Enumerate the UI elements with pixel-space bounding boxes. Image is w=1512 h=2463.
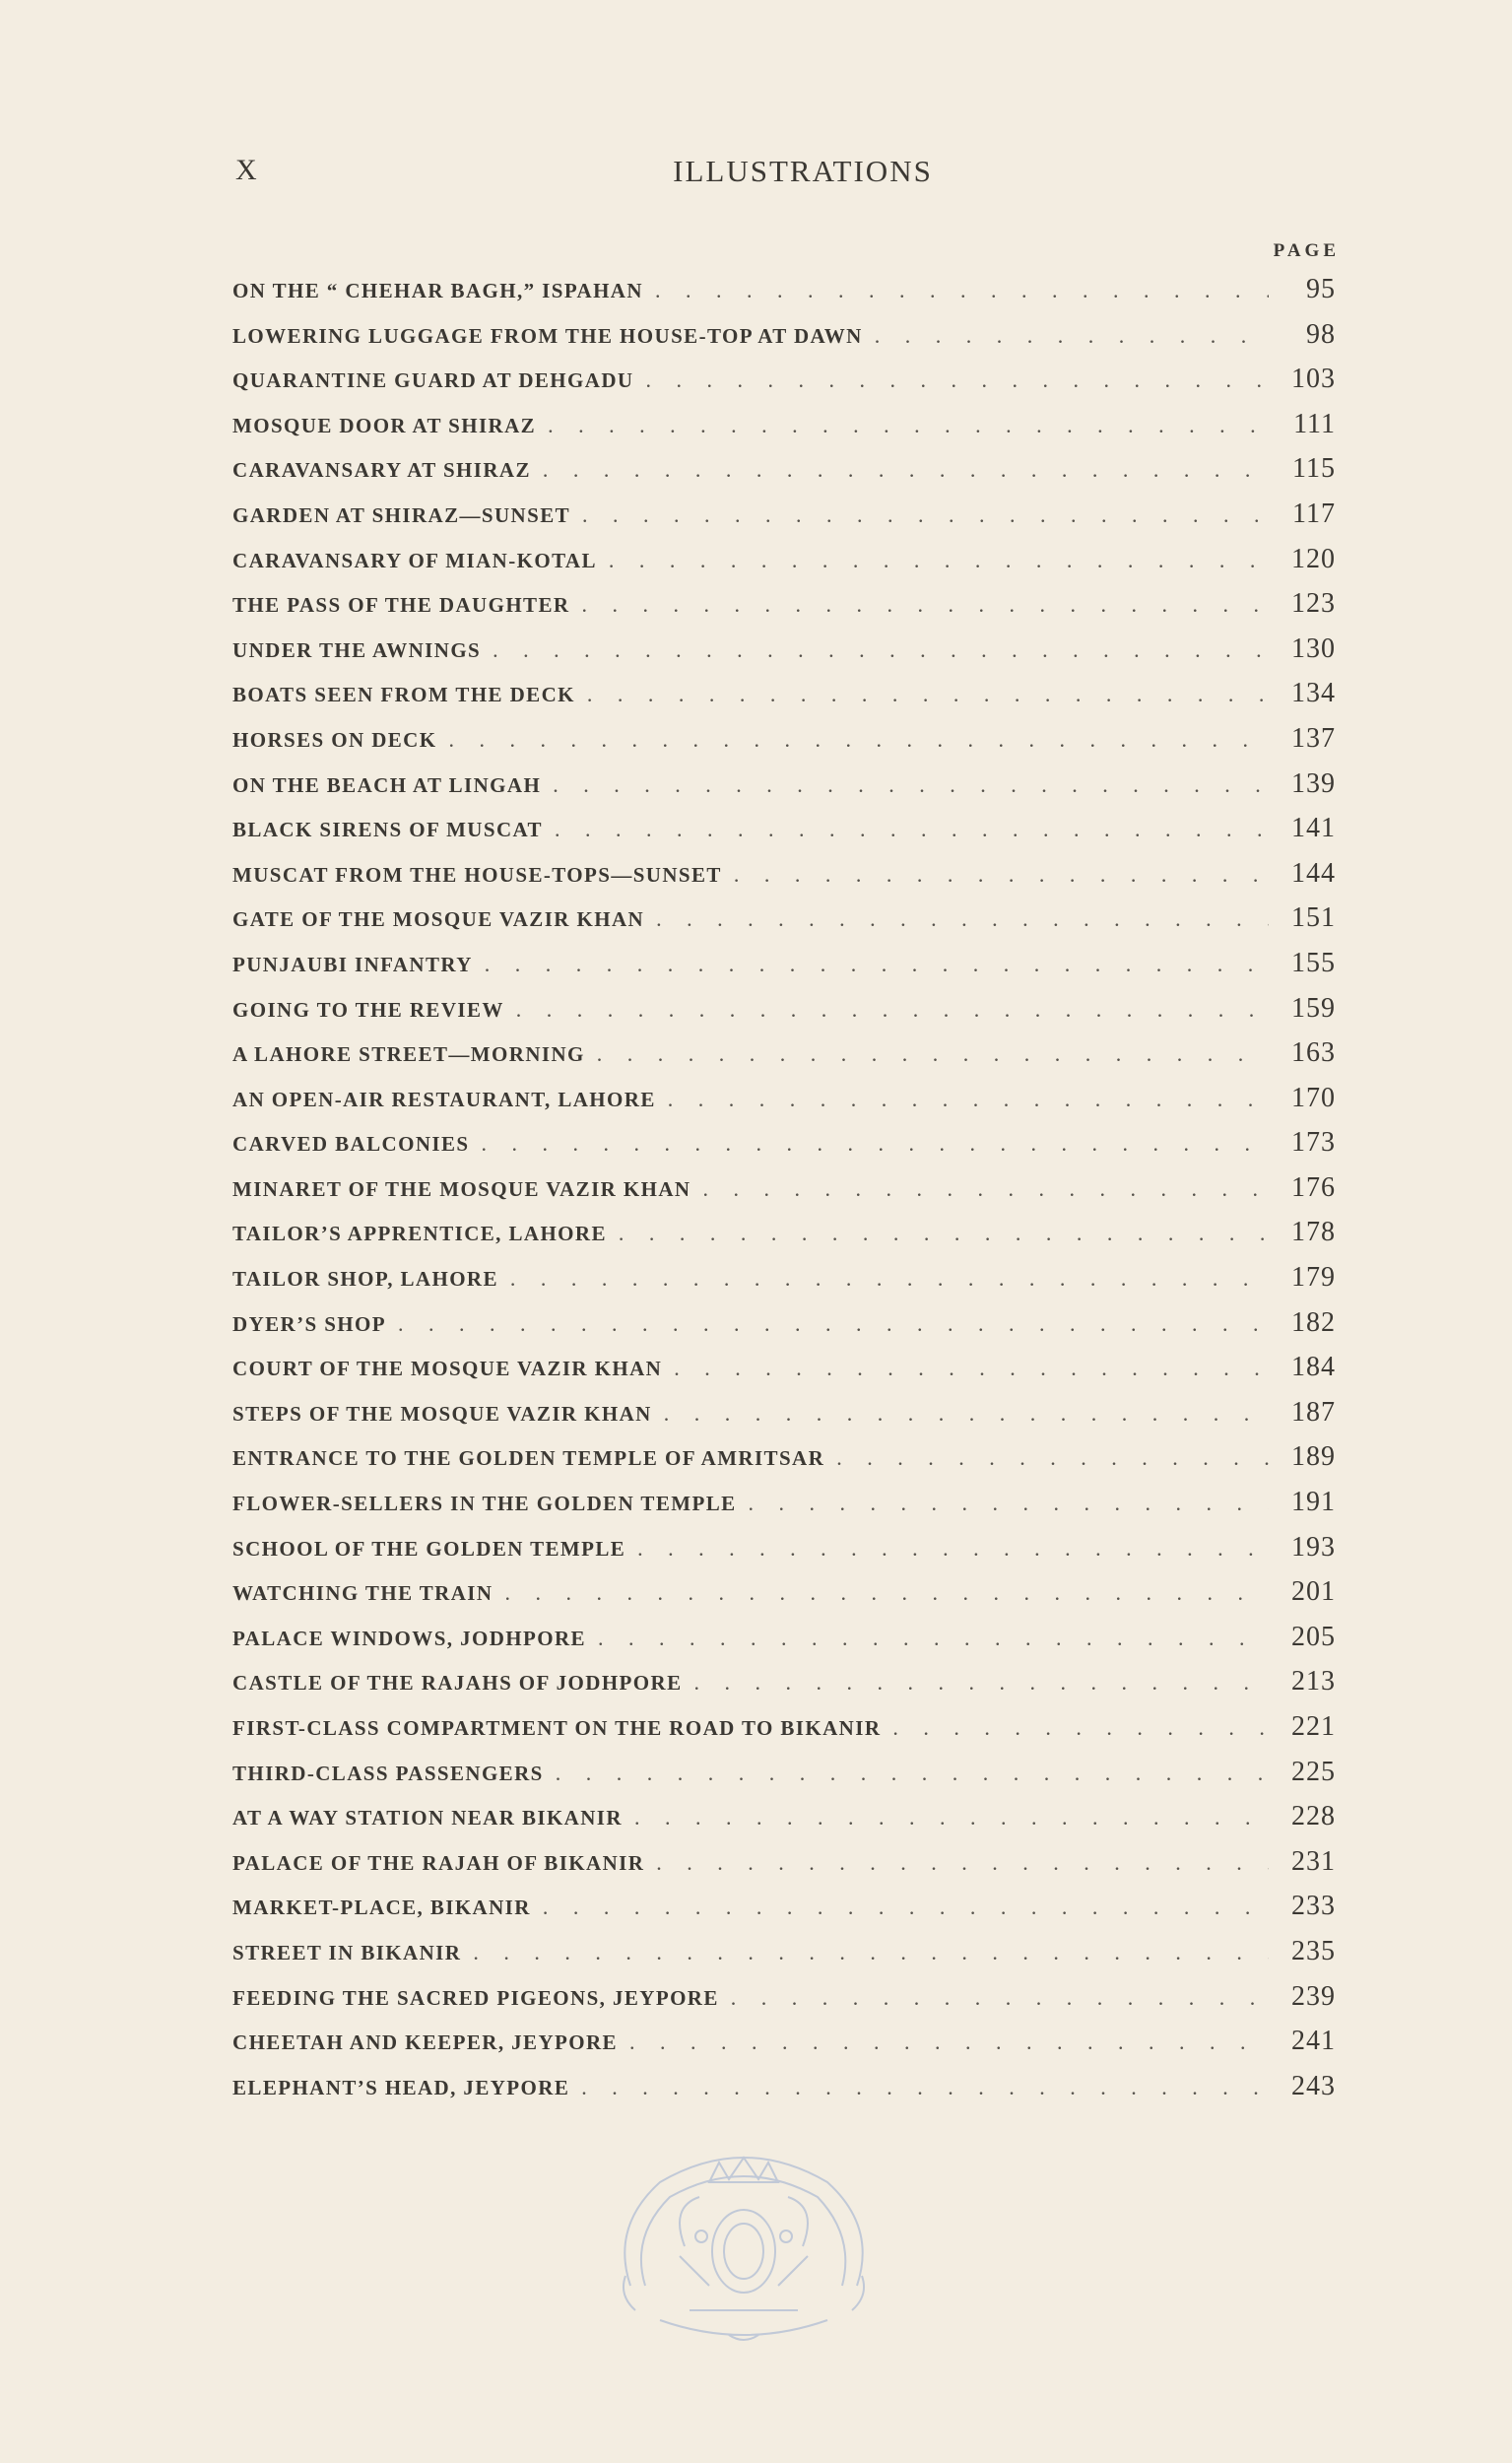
list-item (232, 948, 1336, 993)
list-item (232, 633, 1336, 679)
illustration-page-number: 98 (1306, 318, 1336, 350)
list-item (232, 1711, 1336, 1757)
list-item (232, 1307, 1336, 1353)
list-item (232, 319, 1336, 365)
list-item (232, 453, 1336, 499)
list-item (232, 1981, 1336, 2027)
list-item (232, 1441, 1336, 1487)
dot-leader (668, 1087, 1269, 1112)
illustration-page-number: 228 (1291, 1801, 1336, 1832)
illustration-title: COURT OF THE MOSQUE VAZIR KHAN (232, 1357, 663, 1381)
dot-leader (731, 1985, 1269, 2011)
dot-leader (674, 1356, 1269, 1381)
list-item (232, 1532, 1336, 1577)
list-item (232, 1037, 1336, 1083)
list-item (232, 499, 1336, 544)
dot-leader (637, 1536, 1269, 1562)
illustration-title: CARAVANSARY AT SHIRAZ (232, 458, 531, 483)
dot-leader (582, 502, 1269, 528)
illustration-title: MINARET OF THE MOSQUE VAZIR KHAN (232, 1176, 691, 1201)
illustration-page-number: 233 (1291, 1891, 1336, 1922)
illustration-page-number: 184 (1291, 1352, 1336, 1383)
dot-leader (481, 1131, 1269, 1157)
list-item (232, 1352, 1336, 1397)
illustration-title: DYER’S SHOP (232, 1311, 387, 1336)
dot-leader (581, 2075, 1269, 2100)
dot-leader (493, 637, 1269, 663)
dot-leader (516, 997, 1269, 1023)
illustration-title: AN OPEN-AIR RESTAURANT, LAHORE (232, 1087, 656, 1111)
illustration-title: LOWERING LUGGAGE FROM THE HOUSE-TOP AT DAWN (232, 323, 863, 348)
list-item (232, 1262, 1336, 1307)
illustration-title: TAILOR SHOP, LAHORE (232, 1267, 498, 1292)
illustration-page-number: 103 (1291, 364, 1336, 395)
illustration-page-number: 179 (1291, 1262, 1336, 1294)
list-item (232, 1217, 1336, 1262)
dot-leader (485, 952, 1269, 977)
illustration-title: ON THE BEACH AT LINGAH (232, 772, 542, 797)
illustration-title: PALACE WINDOWS, JODHPORE (232, 1626, 586, 1650)
dot-leader (892, 1715, 1269, 1741)
illustration-page-number: 231 (1291, 1845, 1336, 1877)
illustration-title: WATCHING THE TRAIN (232, 1581, 493, 1606)
dot-leader (473, 1940, 1269, 1965)
illustration-title: THE PASS OF THE DAUGHTER (232, 593, 570, 618)
list-item (232, 1891, 1336, 1936)
list-item (232, 2026, 1336, 2071)
dot-leader (836, 1445, 1269, 1471)
illustration-title: GARDEN AT SHIRAZ—SUNSET (232, 502, 571, 527)
dot-leader (598, 1626, 1269, 1651)
illustration-title: UNDER THE AWNINGS (232, 637, 482, 662)
dot-leader (448, 727, 1269, 753)
running-head (231, 154, 1335, 193)
dot-leader (702, 1176, 1269, 1202)
illustrations-list (232, 274, 1336, 2115)
illustration-title: CHEETAH AND KEEPER, JEYPORE (232, 2030, 618, 2055)
dot-leader (581, 592, 1269, 618)
illustration-title: A LAHORE STREET—MORNING (232, 1042, 585, 1067)
dot-leader (749, 1491, 1269, 1516)
illustration-page-number: 95 (1306, 274, 1336, 304)
dot-leader (597, 1041, 1269, 1067)
list-item (232, 544, 1336, 589)
illustration-title: PUNJAUBI INFANTRY (232, 952, 473, 976)
list-item (232, 1801, 1336, 1846)
list-item (232, 588, 1336, 633)
dot-leader (656, 1850, 1269, 1876)
illustration-title: BOATS SEEN FROM THE DECK (232, 683, 575, 707)
illustration-page-number: 187 (1291, 1396, 1336, 1428)
dot-leader (553, 772, 1269, 798)
illustration-title: MUSCAT FROM THE HOUSE-TOPS—SUNSET (232, 862, 722, 887)
illustration-page-number: 144 (1291, 857, 1336, 889)
illustration-page-number: 117 (1292, 498, 1336, 529)
illustration-page-number: 123 (1291, 588, 1336, 620)
dot-leader (664, 1401, 1269, 1427)
dot-leader (555, 817, 1269, 842)
list-item (232, 723, 1336, 768)
illustration-page-number: 134 (1291, 678, 1336, 709)
list-item (232, 1397, 1336, 1442)
illustration-page-number: 139 (1291, 767, 1336, 799)
illustration-page-number: 137 (1291, 722, 1336, 754)
dot-leader (629, 2030, 1269, 2055)
dot-leader (587, 682, 1269, 707)
illustration-page-number: 170 (1291, 1082, 1336, 1113)
illustration-page-number: 111 (1293, 408, 1336, 439)
illustration-title: ELEPHANT’S HEAD, JEYPORE (232, 2075, 570, 2099)
list-item (232, 678, 1336, 723)
dot-leader (510, 1266, 1269, 1292)
dot-leader (656, 906, 1269, 932)
illustration-page-number: 189 (1291, 1441, 1336, 1473)
page-title: ILLUSTRATIONS (673, 154, 933, 188)
dot-leader (694, 1670, 1270, 1696)
dot-leader (609, 548, 1269, 573)
dot-leader (655, 278, 1269, 303)
illustration-title: CARAVANSARY OF MIAN-KOTAL (232, 548, 597, 572)
illustration-title: ON THE “ CHEHAR BAGH,” ISPAHAN (232, 279, 643, 302)
illustration-page-number: 193 (1291, 1531, 1336, 1563)
dot-leader (548, 413, 1269, 438)
illustration-page-number: 176 (1291, 1171, 1336, 1203)
illustration-page-number: 182 (1291, 1306, 1336, 1338)
list-item (232, 902, 1336, 948)
illustration-title: CARVED BALCONIES (232, 1132, 470, 1157)
dot-leader (398, 1311, 1269, 1337)
illustration-page-number: 205 (1291, 1621, 1336, 1652)
list-item (232, 1083, 1336, 1128)
dot-leader (543, 1895, 1269, 1920)
illustration-page-number: 221 (1291, 1711, 1336, 1742)
dot-leader (734, 862, 1269, 888)
list-item (232, 2071, 1336, 2116)
illustration-page-number: 191 (1291, 1487, 1336, 1518)
page-number: X (235, 154, 258, 186)
list-item (232, 858, 1336, 903)
illustration-title: CASTLE OF THE RAJAHS OF JODHPORE (232, 1671, 683, 1696)
illustration-page-number: 178 (1291, 1217, 1336, 1248)
dot-leader (875, 323, 1269, 349)
illustration-page-number: 155 (1291, 947, 1336, 978)
dot-leader (543, 457, 1269, 483)
illustration-page-number: 239 (1291, 1980, 1336, 2012)
list-item (232, 1576, 1336, 1622)
dot-leader (556, 1761, 1269, 1786)
list-item (232, 1846, 1336, 1892)
list-item (232, 1936, 1336, 1981)
illustration-title: BLACK SIRENS OF MUSCAT (232, 818, 543, 842)
illustration-page-number: 120 (1291, 543, 1336, 574)
illustration-title: AT A WAY STATION NEAR BIKANIR (232, 1806, 623, 1831)
list-item (232, 1487, 1336, 1532)
list-item (232, 768, 1336, 814)
illustration-title: MOSQUE DOOR AT SHIRAZ (232, 413, 537, 437)
illustration-title: STEPS OF THE MOSQUE VAZIR KHAN (232, 1401, 652, 1426)
illustration-page-number: 201 (1291, 1576, 1336, 1608)
illustration-title: FEEDING THE SACRED PIGEONS, JEYPORE (232, 1985, 719, 2010)
illustration-title: MARKET-PLACE, BIKANIR (232, 1896, 531, 1920)
illustration-page-number: 225 (1291, 1756, 1336, 1787)
illustration-page-number: 159 (1291, 992, 1336, 1024)
illustration-title: GOING TO THE REVIEW (232, 997, 504, 1022)
illustration-page-number: 235 (1291, 1935, 1336, 1966)
library-stamp-icon (591, 2138, 896, 2355)
list-item (232, 1757, 1336, 1802)
list-item (232, 813, 1336, 858)
list-item (232, 274, 1336, 319)
illustration-title: HORSES ON DECK (232, 727, 437, 752)
list-item (232, 1127, 1336, 1172)
illustration-page-number: 163 (1291, 1037, 1336, 1069)
list-item (232, 1666, 1336, 1711)
list-item (232, 1622, 1336, 1667)
illustration-page-number: 241 (1291, 2026, 1336, 2057)
illustration-title: GATE OF THE MOSQUE VAZIR KHAN (232, 907, 645, 932)
dot-leader (634, 1805, 1269, 1831)
list-item (232, 364, 1336, 409)
illustration-title: SCHOOL OF THE GOLDEN TEMPLE (232, 1536, 626, 1561)
illustration-title: TAILOR’S APPRENTICE, LAHORE (232, 1222, 607, 1246)
illustration-page-number: 115 (1292, 453, 1336, 485)
illustration-page-number: 130 (1291, 632, 1336, 664)
list-item (232, 409, 1336, 454)
illustration-page-number: 141 (1291, 813, 1336, 844)
dot-leader (645, 367, 1269, 393)
illustration-title: QUARANTINE GUARD AT DEHGADU (232, 368, 634, 393)
illustration-title: THIRD-CLASS PASSENGERS (232, 1761, 544, 1785)
illustration-title: ENTRANCE TO THE GOLDEN TEMPLE OF AMRITSAR (232, 1446, 825, 1471)
illustration-page-number: 173 (1291, 1127, 1336, 1159)
dot-leader (619, 1221, 1269, 1246)
illustration-title: PALACE OF THE RAJAH OF BIKANIR (232, 1850, 645, 1875)
illustration-title: FLOWER-SELLERS IN THE GOLDEN TEMPLE (232, 1492, 737, 1516)
page-column-label: PAGE (1273, 240, 1340, 261)
illustration-page-number: 243 (1291, 2070, 1336, 2101)
list-item (232, 993, 1336, 1038)
dot-leader (504, 1580, 1269, 1606)
list-item (232, 1172, 1336, 1218)
illustration-title: FIRST-CLASS COMPARTMENT ON THE ROAD TO BIKANIR (232, 1716, 882, 1740)
illustration-page-number: 151 (1291, 902, 1336, 934)
illustration-title: STREET IN BIKANIR (232, 1940, 462, 1964)
illustration-page-number: 213 (1291, 1666, 1336, 1697)
